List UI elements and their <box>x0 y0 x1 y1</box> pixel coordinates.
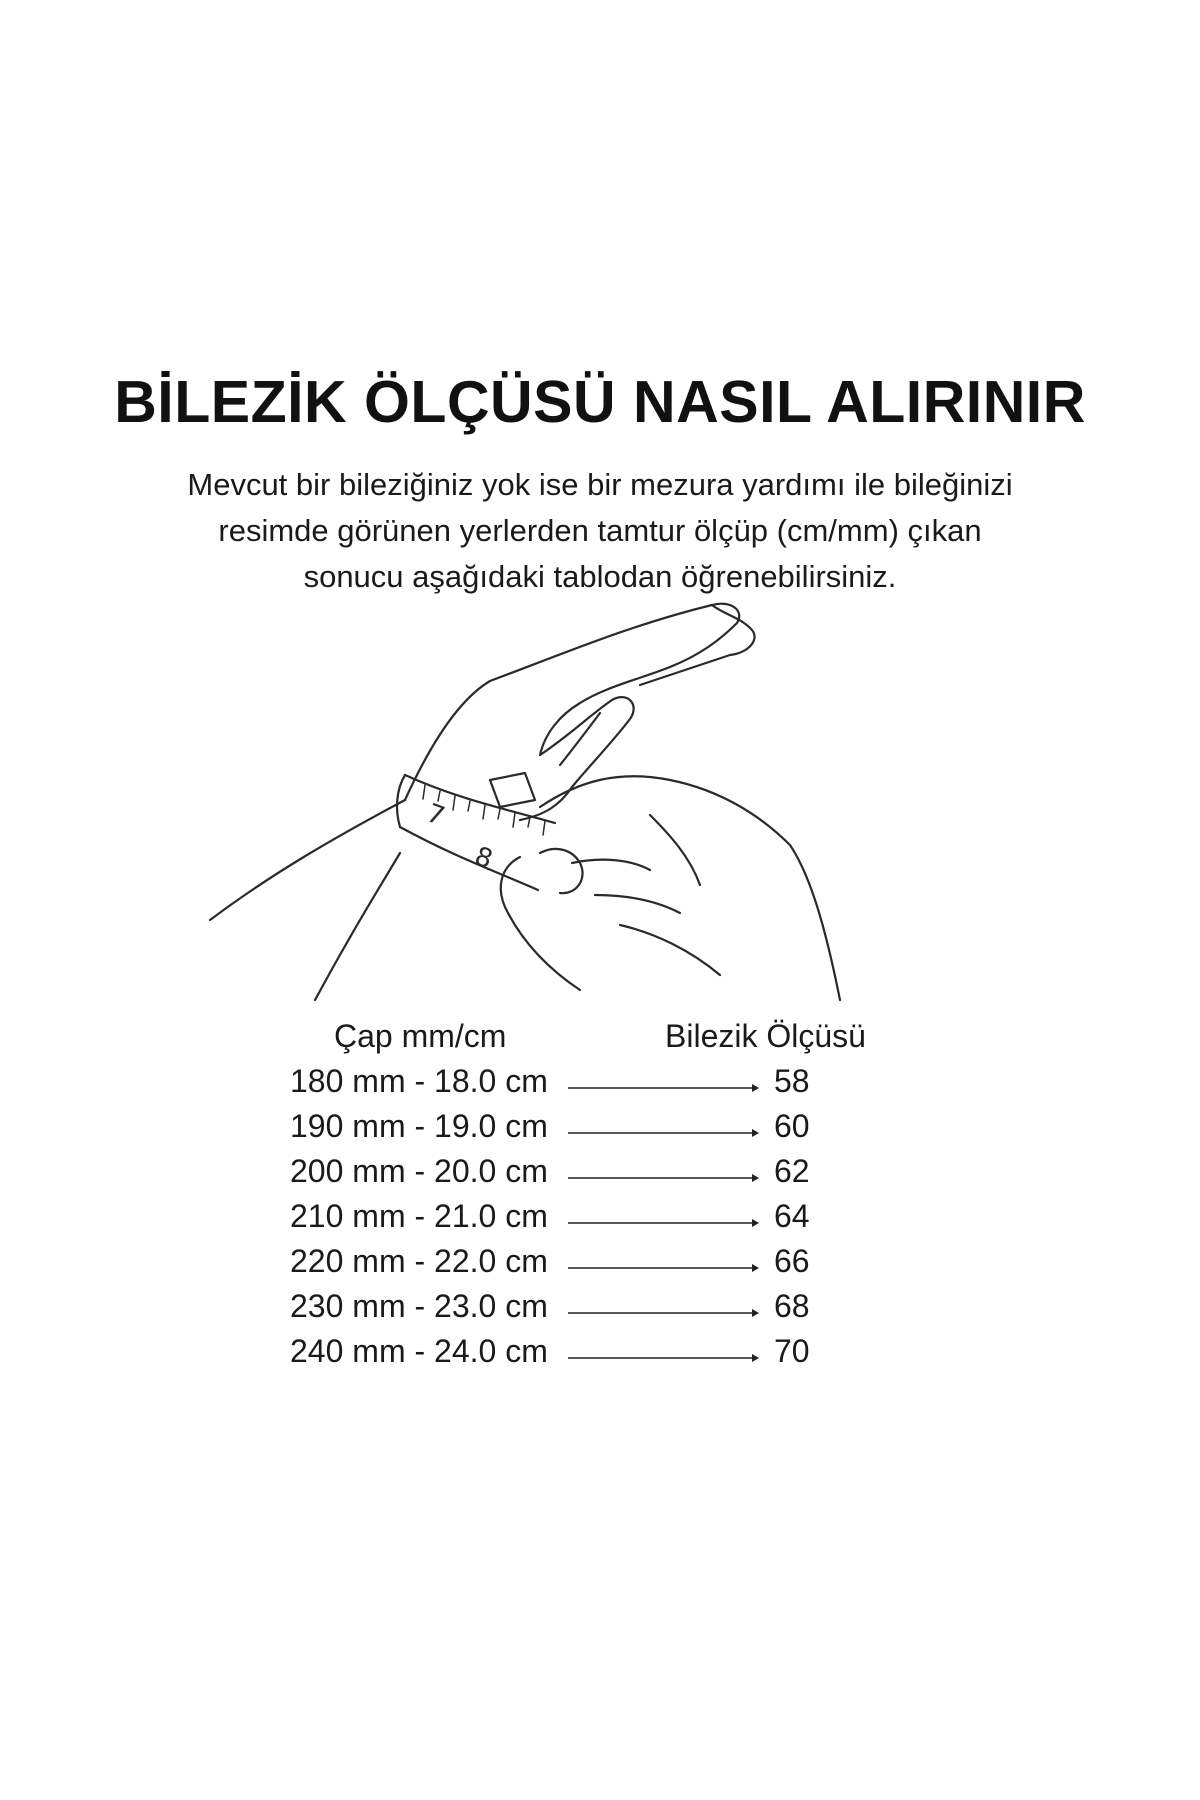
arrow-right-icon <box>568 1083 1061 1093</box>
table-row <box>290 1198 890 1242</box>
table-row <box>290 1063 890 1107</box>
tape-number-7: 7 <box>422 798 449 833</box>
row-size: 58 <box>774 1063 810 1099</box>
row-measure: 210 mm - 21.0 cm <box>290 1198 548 1234</box>
table-row <box>290 1333 890 1377</box>
row-measure: 240 mm - 24.0 cm <box>290 1333 548 1369</box>
row-measure: 200 mm - 20.0 cm <box>290 1153 548 1189</box>
wrist-measuring-illustration <box>200 595 900 1005</box>
column-header-bracelet-size: Bilezik Ölçüsü <box>665 1018 866 1054</box>
row-measure: 230 mm - 23.0 cm <box>290 1288 548 1324</box>
table-row <box>290 1288 890 1332</box>
page-title: BİLEZİK ÖLÇÜSÜ NASIL ALIRINIR <box>114 369 1086 435</box>
instructions-line-1: Mevcut bir bileziğiniz yok ise bir mezura yardımı ile bileğinizi <box>187 467 1013 502</box>
row-size: 60 <box>774 1108 810 1144</box>
table-row <box>290 1153 890 1197</box>
row-size: 70 <box>774 1333 810 1369</box>
row-measure: 220 mm - 22.0 cm <box>290 1243 548 1279</box>
arrow-right-icon <box>568 1128 1061 1138</box>
arrow-right-icon <box>568 1308 1061 1318</box>
instructions <box>60 462 1140 600</box>
instructions-line-2: resimde görünen yerlerden tamtur ölçüp (cm/mm) çıkan <box>218 513 982 548</box>
row-size: 68 <box>774 1288 810 1324</box>
arrow-right-icon <box>568 1263 1061 1273</box>
row-size: 62 <box>774 1153 810 1189</box>
tape-number-8: 8 <box>470 841 497 876</box>
arrow-right-icon <box>568 1173 1061 1183</box>
row-size: 66 <box>774 1243 810 1279</box>
row-size: 64 <box>774 1198 810 1234</box>
table-row <box>290 1108 890 1152</box>
arrow-right-icon <box>568 1353 1061 1363</box>
column-header-diameter: Çap mm/cm <box>334 1018 507 1054</box>
row-measure: 180 mm - 18.0 cm <box>290 1063 548 1099</box>
arrow-right-icon <box>568 1218 1061 1228</box>
instructions-line-3: sonucu aşağıdaki tablodan öğrenebilirsiniz. <box>303 559 897 594</box>
row-measure: 190 mm - 19.0 cm <box>290 1108 548 1144</box>
table-row <box>290 1243 890 1287</box>
